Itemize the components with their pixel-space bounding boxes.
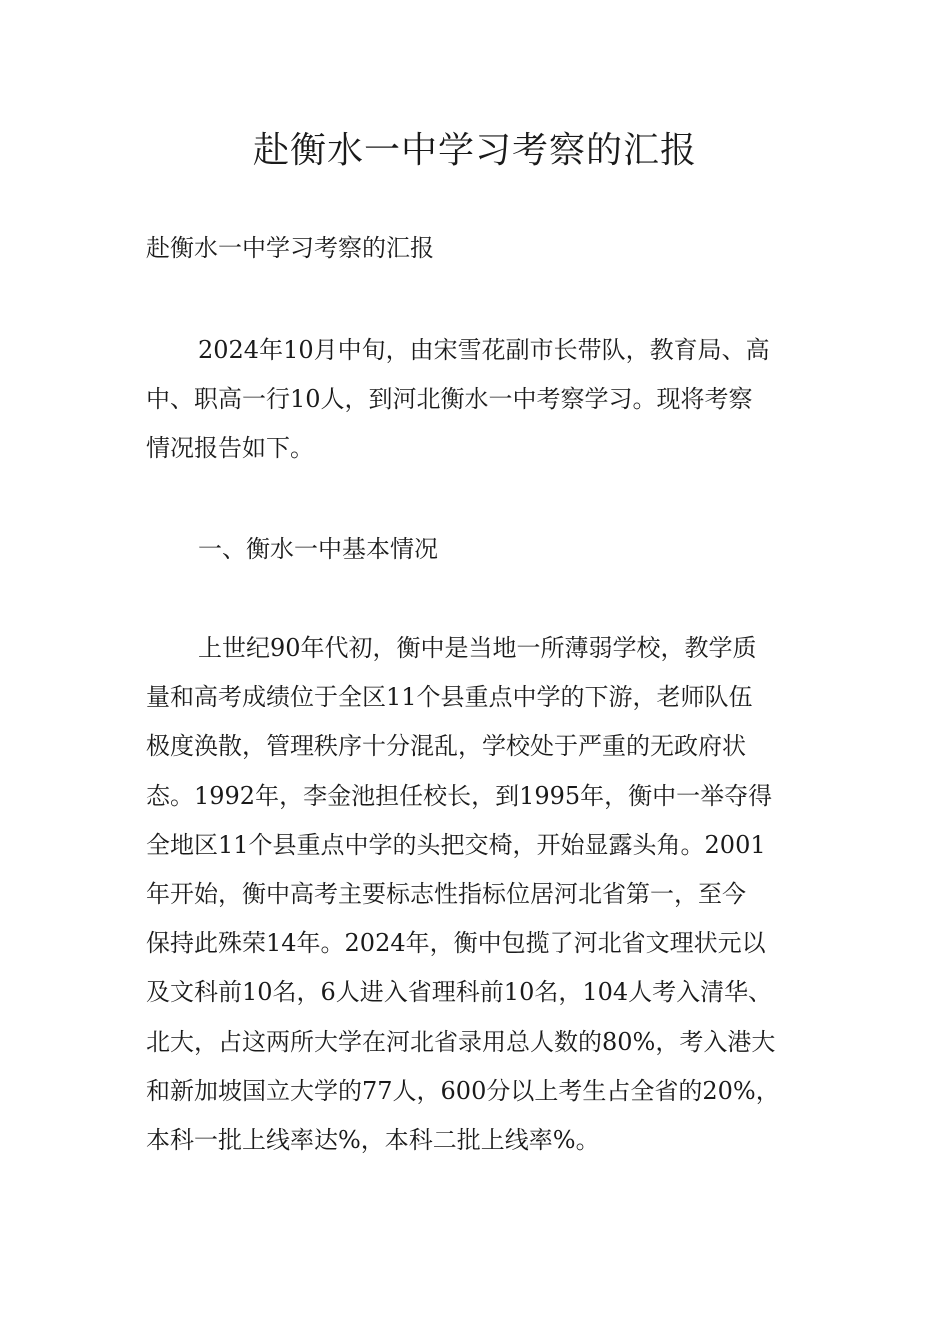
document-subtitle: 赴衡水一中学习考察的汇报 bbox=[146, 234, 434, 262]
history-line: 全地区11个县重点中学的头把交椅，开始显露头角。2001 bbox=[146, 830, 766, 859]
history-line: 极度涣散，管理秩序十分混乱，学校处于严重的无政府状 bbox=[146, 732, 746, 761]
history-line: 及文科前10名，6人进入省理科前10名，104人考入清华、 bbox=[146, 978, 773, 1007]
intro-line: 2024年10月中旬，由宋雪花副市长带队，教育局、高 bbox=[198, 336, 770, 364]
history-line: 上世纪90年代初，衡中是当地一所薄弱学校，教学质 bbox=[198, 634, 757, 662]
history-line: 本科一批上线率达%，本科二批上线率%。 bbox=[146, 1126, 600, 1155]
history-line: 年开始，衡中高考主要标志性指标位居河北省第一，至今 bbox=[146, 880, 746, 909]
section-heading-text: 一、衡水一中基本情况 bbox=[198, 535, 438, 563]
history-paragraph bbox=[146, 624, 836, 1165]
history-line: 态。1992年，李金池担任校长，到1995年，衡中一举夺得 bbox=[146, 781, 773, 810]
document-title: 赴衡水一中学习考察的汇报 bbox=[252, 130, 697, 171]
intro-paragraph bbox=[146, 326, 836, 474]
section-heading bbox=[146, 525, 836, 574]
history-line: 保持此殊荣14年。2024年，衡中包揽了河北省文理状元以 bbox=[146, 929, 766, 958]
intro-line: 情况报告如下。 bbox=[146, 434, 314, 463]
intro-line: 中、职高一行10人，到河北衡水一中考察学习。现将考察 bbox=[146, 385, 753, 414]
history-line: 量和高考成绩位于全区11个县重点中学的下游，老师队伍 bbox=[146, 683, 753, 712]
history-line: 北大，占这两所大学在河北省录用总人数的80%，考入港大 bbox=[146, 1027, 776, 1056]
history-line: 和新加坡国立大学的77人，600分以上考生占全省的20%， bbox=[146, 1076, 780, 1105]
